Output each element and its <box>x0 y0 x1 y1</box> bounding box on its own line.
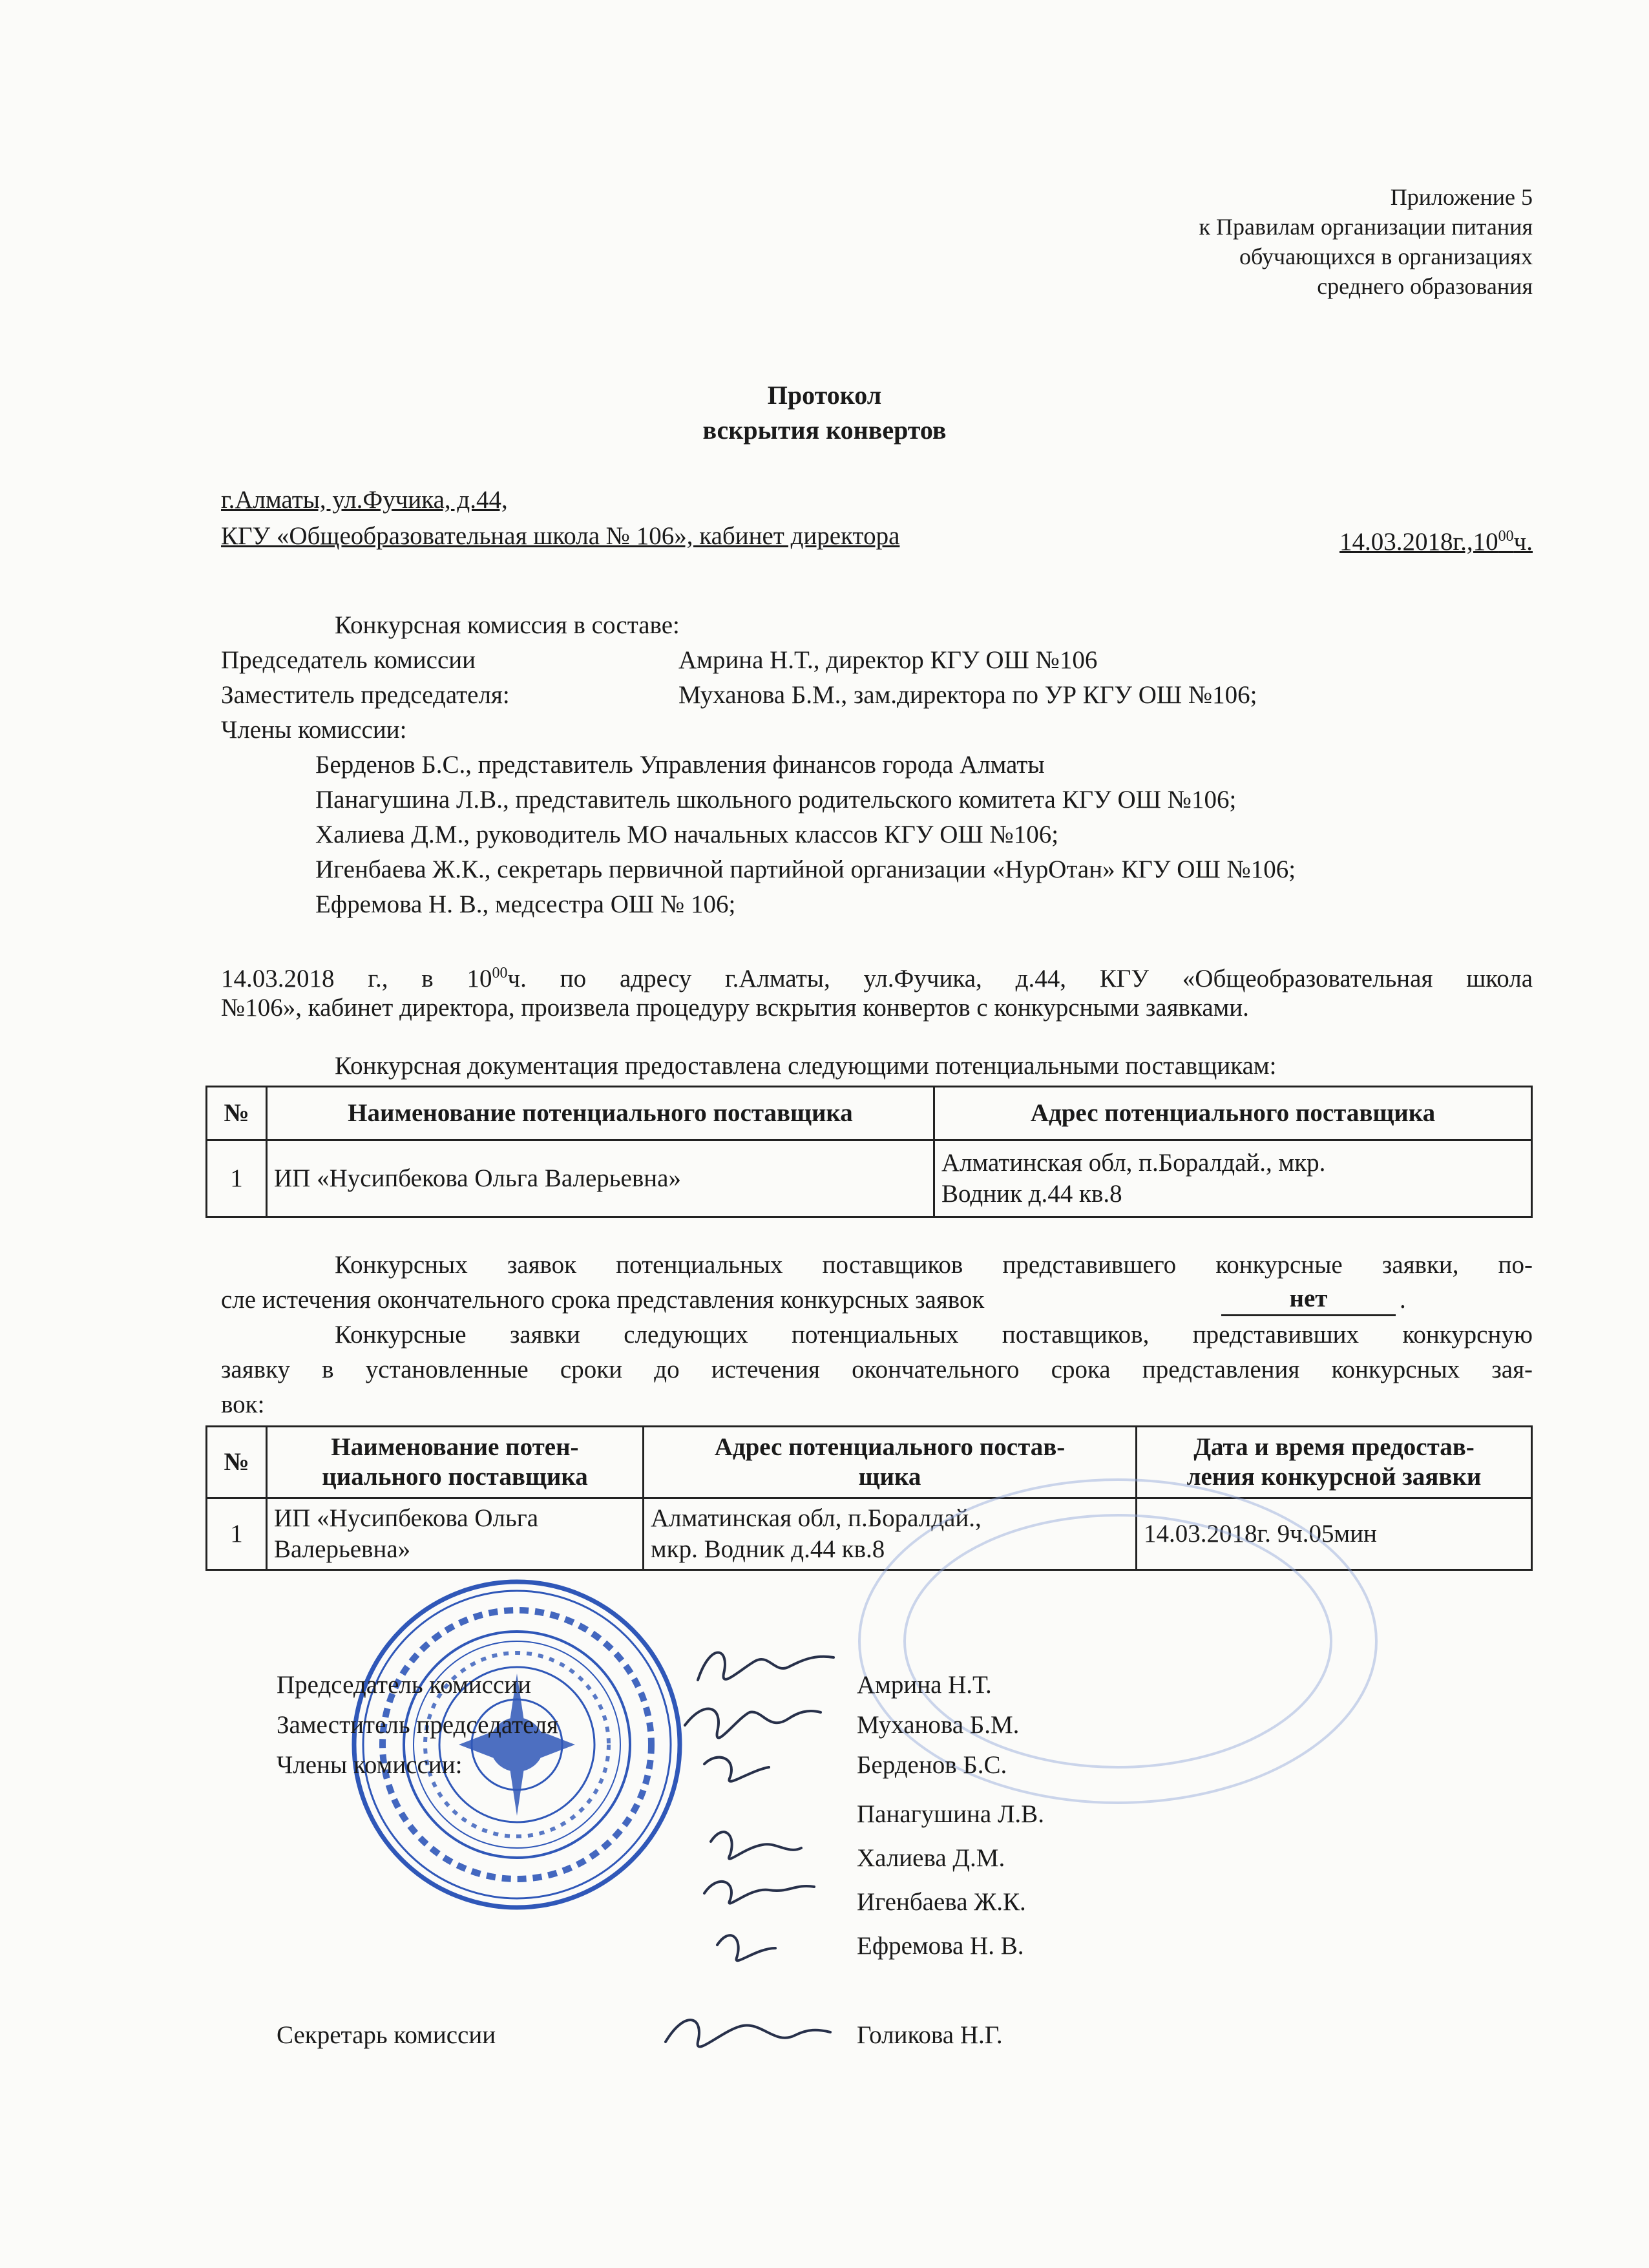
appendix-line: обучающихся в организациях <box>1239 244 1533 269</box>
handwritten-signatures-icon <box>659 1628 853 1990</box>
address-line: Водник д.44 кв.8 <box>941 1180 1122 1208</box>
sig-name: Игенбаева Ж.К. <box>857 1888 1026 1916</box>
commission-intro: Конкурсная комиссия в составе: <box>335 611 680 639</box>
cell-number: 1 <box>207 1140 267 1217</box>
secretary-signature-icon <box>653 1997 840 2074</box>
suppliers-docs-table <box>205 1086 1533 1218</box>
name-line: ИП «Нусипбекова Ольга <box>274 1504 539 1532</box>
secretary-label: Секретарь комиссии <box>277 2021 496 2049</box>
header-line: ления конкурсной заявки <box>1186 1463 1482 1491</box>
header-line: Наименование потен- <box>331 1433 579 1461</box>
sig-name: Халиева Д.М. <box>857 1844 1005 1872</box>
member-item: Ефремова Н. В., медсестра ОШ № 106; <box>315 890 736 918</box>
document-title: Протокол <box>767 381 882 410</box>
sig-name: Берденов Б.С. <box>857 1751 1007 1779</box>
ontime-line-1: Конкурсные заявки следующих потенциальных поставщиков, представивших конкурсную <box>335 1321 1533 1349</box>
document-subtitle: вскрытия конвертов <box>702 415 947 445</box>
procedure-line-1 <box>221 956 1533 996</box>
cell-datetime: 14.03.2018г. 9ч.05мин <box>1137 1498 1532 1570</box>
chair-value: Амрина Н.Т., директор КГУ ОШ №106 <box>678 646 1098 674</box>
sig-name: Ефремова Н. В. <box>857 1932 1024 1960</box>
member-item: Игенбаева Ж.К., секретарь первичной партийной организации «НурОтан» КГУ ОШ №106; <box>315 856 1296 883</box>
member-item: Панагушина Л.В., представитель школьного родительского комитета КГУ ОШ №106; <box>315 786 1237 814</box>
late-line-2: сле истечения окончательного срока представления конкурсных заявок <box>221 1286 985 1314</box>
appendix-line: Приложение 5 <box>1390 184 1533 210</box>
sig-label-members: Члены комиссии: <box>277 1751 463 1779</box>
late-line-1: Конкурсных заявок потенциальных поставщиков представившего конкурсные заявки, по- <box>335 1251 1533 1279</box>
procedure-text: ч. по адресу г.Алматы, ул.Фучика, д.44, КГУ «Общеобразовательная школа <box>507 965 1533 992</box>
header-line: Дата и время предостав- <box>1193 1433 1475 1461</box>
chair-label: Председатель комиссии <box>221 646 476 674</box>
official-seal-icon <box>349 1577 685 1913</box>
late-answer: нет <box>1221 1283 1396 1316</box>
cell-name <box>267 1498 644 1570</box>
appendix-line: среднего образования <box>1317 273 1533 299</box>
col-header-name: Наименование потенциального поставщика <box>267 1087 934 1140</box>
cell-address <box>934 1140 1532 1217</box>
col-header-number: № <box>207 1427 267 1498</box>
ontime-line-3: вок: <box>221 1391 265 1418</box>
location-place: КГУ «Общеобразовательная школа № 106», кабинет директора <box>221 522 900 550</box>
cell-name: ИП «Нусипбекова Ольга Валерьевна» <box>267 1140 934 1217</box>
deputy-label: Заместитель председателя: <box>221 681 510 709</box>
table-header-row <box>207 1087 1532 1140</box>
procedure-date: 14.03.2018 г., в 10 <box>221 965 492 992</box>
time-superscript: 00 <box>1498 528 1514 545</box>
address-line: Алматинская обл, п.Боралдай., <box>651 1504 982 1532</box>
member-item: Берденов Б.С., представитель Управления финансов города Алматы <box>315 751 1045 779</box>
location-date <box>1339 520 1533 559</box>
address-line: Алматинская обл, п.Боралдай., мкр. <box>941 1149 1326 1177</box>
members-label: Члены комиссии: <box>221 716 407 744</box>
procedure-line-2: №106», кабинет директора, произвела процедуру вскрытия конвертов с конкурсными заявками. <box>221 994 1249 1022</box>
col-header-number: № <box>207 1087 267 1140</box>
member-item: Халиева Д.М., руководитель МО начальных классов КГУ ОШ №106; <box>315 821 1059 848</box>
sig-name: Амрина Н.Т. <box>857 1671 992 1699</box>
cell-number: 1 <box>207 1498 267 1570</box>
sig-name: Муханова Б.М. <box>857 1711 1020 1739</box>
header-line: циального поставщика <box>322 1463 588 1491</box>
appendix-note <box>1199 182 1533 301</box>
deputy-value: Муханова Б.М., зам.директора по УР КГУ ОШ №106; <box>678 681 1257 709</box>
ontime-line-2: заявку в установленные сроки до истечения окончательного срока представления конкурсных зая- <box>221 1356 1533 1383</box>
location-address: г.Алматы, ул.Фучика, д.44, <box>221 486 508 514</box>
time-suffix: ч. <box>1513 528 1533 556</box>
name-line: Валерьевна» <box>274 1535 411 1563</box>
sig-label-deputy: Заместитель председателя <box>277 1711 558 1739</box>
table-row <box>207 1140 1532 1217</box>
header-line: щика <box>858 1463 921 1491</box>
address-line: мкр. Водник д.44 кв.8 <box>651 1535 885 1563</box>
sig-label-chair: Председатель комиссии <box>277 1671 532 1699</box>
secretary-name: Голикова Н.Г. <box>857 2021 1003 2049</box>
col-header-address: Адрес потенциального поставщика <box>934 1087 1532 1140</box>
col-header-name <box>267 1427 644 1498</box>
procedure-time-sup: 00 <box>492 965 508 982</box>
date-text: 14.03.2018г.,10 <box>1339 528 1498 556</box>
sig-name: Панагушина Л.В. <box>857 1800 1044 1828</box>
late-end: . <box>1400 1286 1406 1314</box>
appendix-line: к Правилам организации питания <box>1199 214 1533 240</box>
docs-intro: Конкурсная документация предоставлена следующими потенциальными поставщикам: <box>335 1052 1277 1080</box>
header-line: Адрес потенциального постав- <box>714 1433 1066 1461</box>
